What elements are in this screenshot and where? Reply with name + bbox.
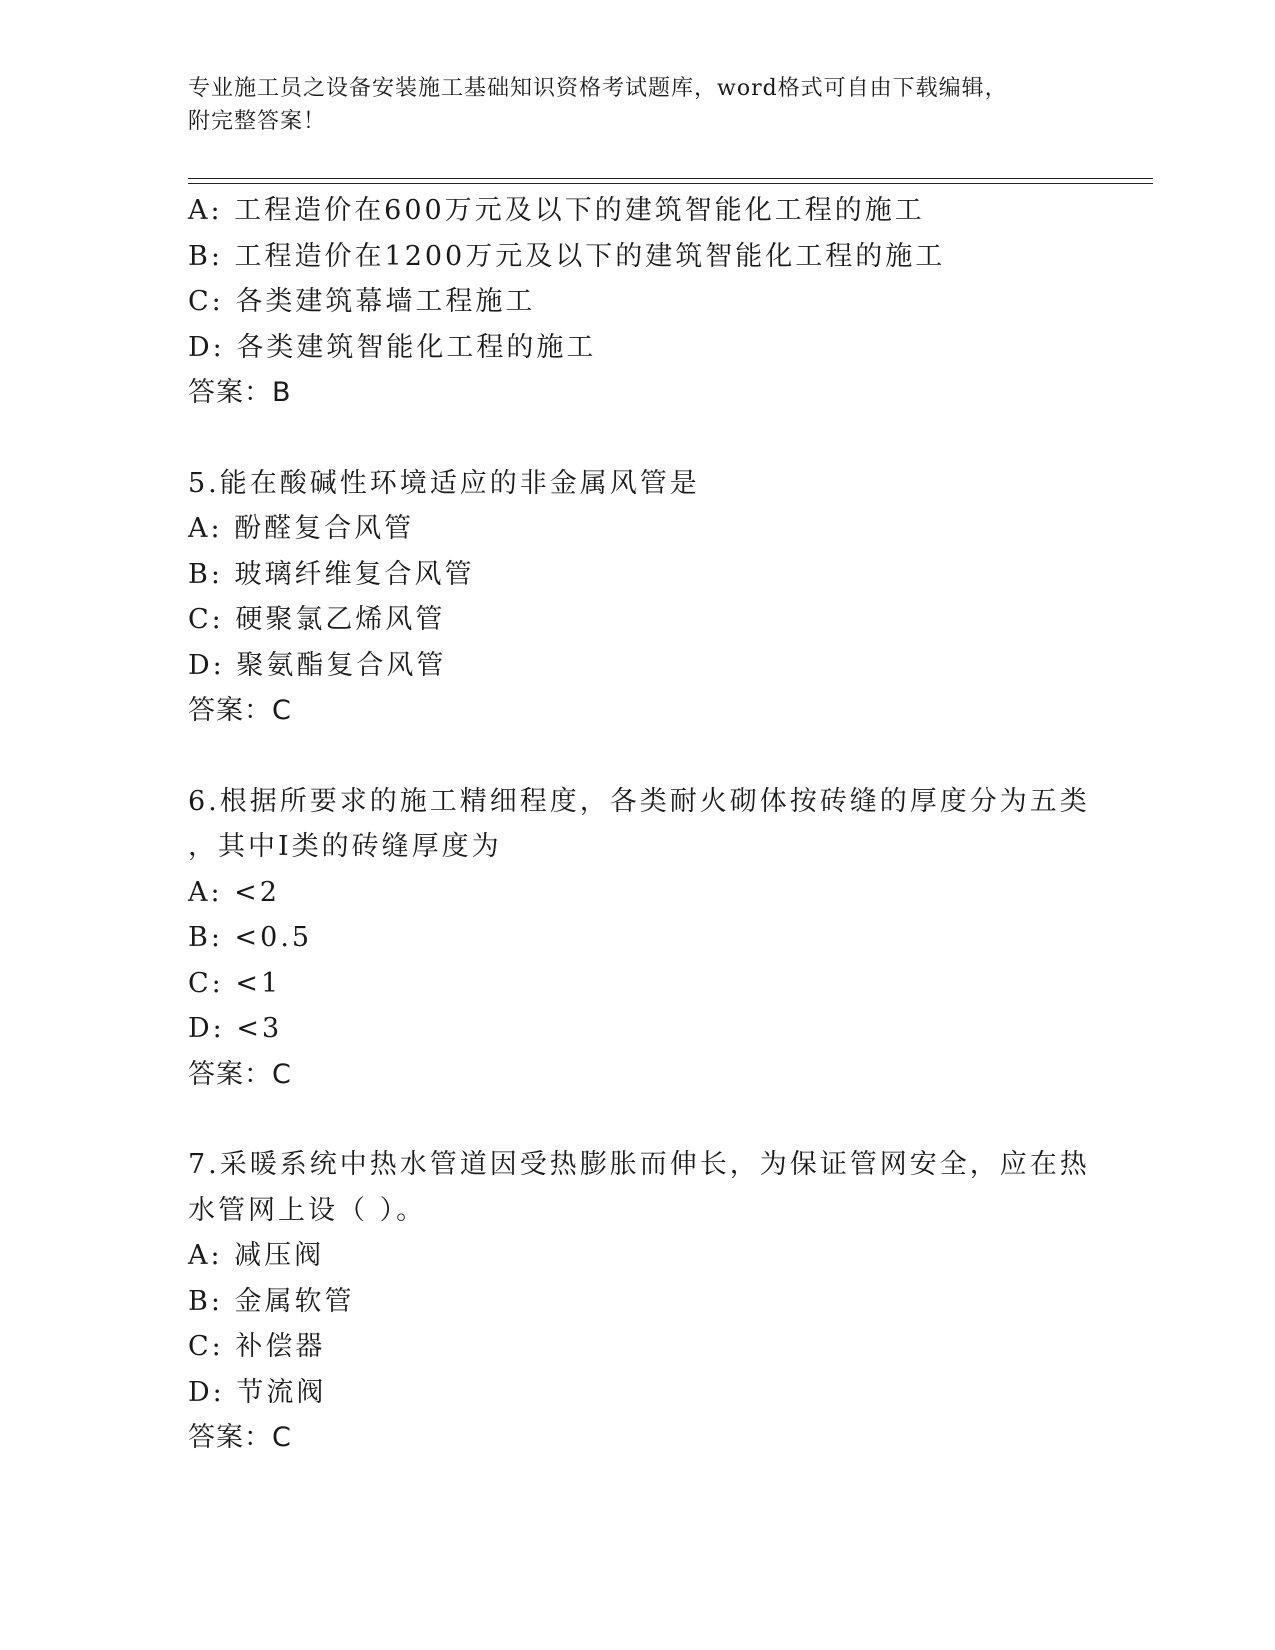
option-c: C: 硬聚氯乙烯风管	[188, 604, 446, 635]
header-divider-top	[188, 178, 1153, 179]
question-stem-line-1: 6.根据所要求的施工精细程度，各类耐火砌体按砖缝的厚度分为五类	[188, 785, 1090, 817]
header-line-1: 专业施工员之设备安装施工基础知识资格考试题库，word格式可自由下载编辑，	[188, 76, 1008, 101]
answer: 答案：C	[188, 1422, 292, 1453]
option-c: C: 补偿器	[188, 1331, 326, 1362]
spacer	[188, 416, 1088, 461]
option-a: A: 酚醛复合风管	[188, 513, 415, 544]
option-a: A: 减压阀	[188, 1240, 325, 1271]
question-4	[188, 188, 1088, 416]
header-line-2: 附完整答案！	[188, 109, 327, 134]
option-b: B: <0.5	[188, 922, 313, 953]
question-stem-line-1: 7.采暖系统中热水管道因受热膨胀而伸长，为保证管网安全，应在热	[188, 1149, 1090, 1180]
option-b: B: 金属软管	[188, 1285, 355, 1317]
question-stem-line-2: ，其中Ⅰ类的砖缝厚度为	[188, 831, 502, 862]
option-d: D: <3	[188, 1013, 283, 1044]
question-stem: 5.能在酸碱性环境适应的非金属风管是	[188, 467, 700, 499]
option-b: B: 工程造价在1200万元及以下的建筑智能化工程的施工	[188, 240, 946, 272]
answer: 答案：C	[188, 1058, 292, 1090]
option-a: A: <2	[188, 876, 280, 908]
option-d: D: 节流阀	[188, 1376, 327, 1408]
option-d: D: 聚氨酯复合风管	[188, 649, 447, 681]
spacer	[188, 734, 1088, 779]
question-stem-line-2: 水管网上设（ ）。	[188, 1194, 427, 1226]
question-5	[188, 461, 1088, 734]
option-d: D: 各类建筑智能化工程的施工	[188, 331, 597, 363]
question-6	[188, 779, 1088, 1098]
header-divider-bottom	[188, 183, 1153, 184]
question-7	[188, 1142, 1088, 1461]
option-c: C: <1	[188, 967, 282, 999]
answer: 答案：C	[188, 695, 292, 726]
option-b: B: 玻璃纤维复合风管	[188, 558, 475, 590]
answer: 答案：B	[188, 377, 292, 408]
option-c: C: 各类建筑幕墙工程施工	[188, 286, 536, 317]
spacer	[188, 1097, 1088, 1142]
option-a: A: 工程造价在600万元及以下的建筑智能化工程的施工	[188, 195, 925, 226]
question-list	[188, 188, 1088, 1461]
document-header	[188, 72, 1088, 138]
